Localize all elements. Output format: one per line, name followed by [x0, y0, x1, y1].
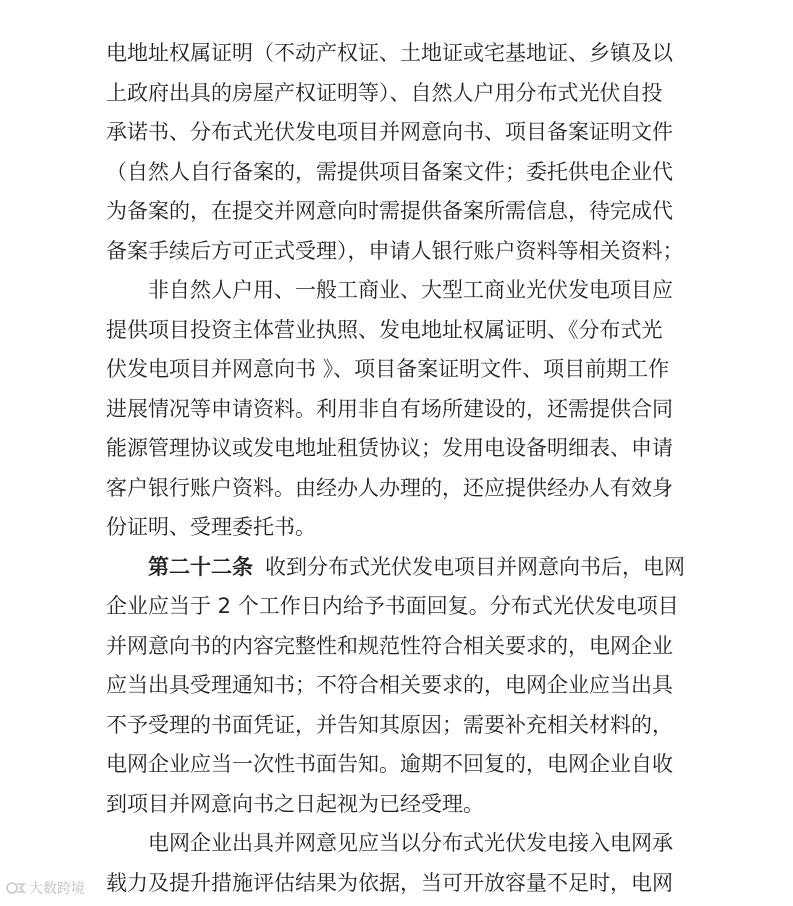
watermark-text: 大数跨境	[29, 881, 85, 897]
paragraph-start: 电网企业出具并网意见应当以分布式光伏发电接入电网承	[148, 831, 673, 855]
text-line: 应当出具受理通知书；不符合相关要求的，电网企业应当出具	[106, 673, 673, 697]
text-line: 电网企业应当一次性书面告知。逾期不回复的，电网企业自收	[106, 752, 673, 776]
document-body	[106, 34, 696, 903]
text-line: 电地址权属证明（不动产权证、土地证或宅基地证、乡镇及以	[106, 41, 673, 65]
article-line	[106, 548, 696, 588]
text-line: 能源管理协议或发电地址租赁协议；发用电设备明细表、申请	[106, 436, 673, 460]
text-line: 到项目并网意向书之日起视为已经受理。	[106, 791, 484, 816]
text-line: 承诺书、分布式光伏发电项目并网意向书、项目备案证明文件	[106, 120, 673, 144]
text-line: 上政府出具的房屋产权证明等）、自然人户用分布式光伏自投	[106, 80, 663, 105]
article-heading: 第二十二条	[148, 554, 253, 579]
text-line: 载力及提升措施评估结果为依据，当可开放容量不足时，电网	[106, 870, 673, 895]
text-line: 为备案的，在提交并网意向时需提供备案所需信息，待完成代	[106, 199, 673, 223]
text-line: 进展情况等申请资料。利用非自有场所建设的，还需提供合同	[106, 396, 673, 421]
text-line: 并网意向书的内容完整性和规范性符合相关要求的，电网企业	[106, 633, 673, 658]
text-line: 提供项目投资主体营业执照、发电地址权属证明、《分布式光	[106, 317, 663, 342]
text-line: 伏发电项目并网意向书 》、项目备案证明文件、项目前期工作	[106, 357, 670, 381]
text-line: （自然人自行备案的，需提供项目备案文件；委托供电企业代	[106, 159, 673, 184]
article-text: 收到分布式光伏发电项目并网意向书后，电网	[265, 554, 685, 579]
paragraph-start: 非自然人户用、一般工商业、大型工商业光伏发电项目应	[148, 278, 673, 302]
text-line: 备案手续后方可正式受理），申请人银行账户资料等相关资料；	[106, 238, 684, 263]
watermark	[6, 878, 85, 898]
text-line: 不予受理的书面凭证，并告知其原因；需要补充相关材料的，	[106, 712, 673, 737]
watermark-logo-icon	[6, 881, 26, 895]
text-line: 份证明、受理委托书。	[106, 515, 316, 539]
text-line: 客户银行账户资料。由经办人办理的，还应提供经办人有效身	[106, 475, 673, 500]
text-line: 企业应当于 2 个工作日内给予书面回复。分布式光伏发电项目	[106, 594, 679, 618]
